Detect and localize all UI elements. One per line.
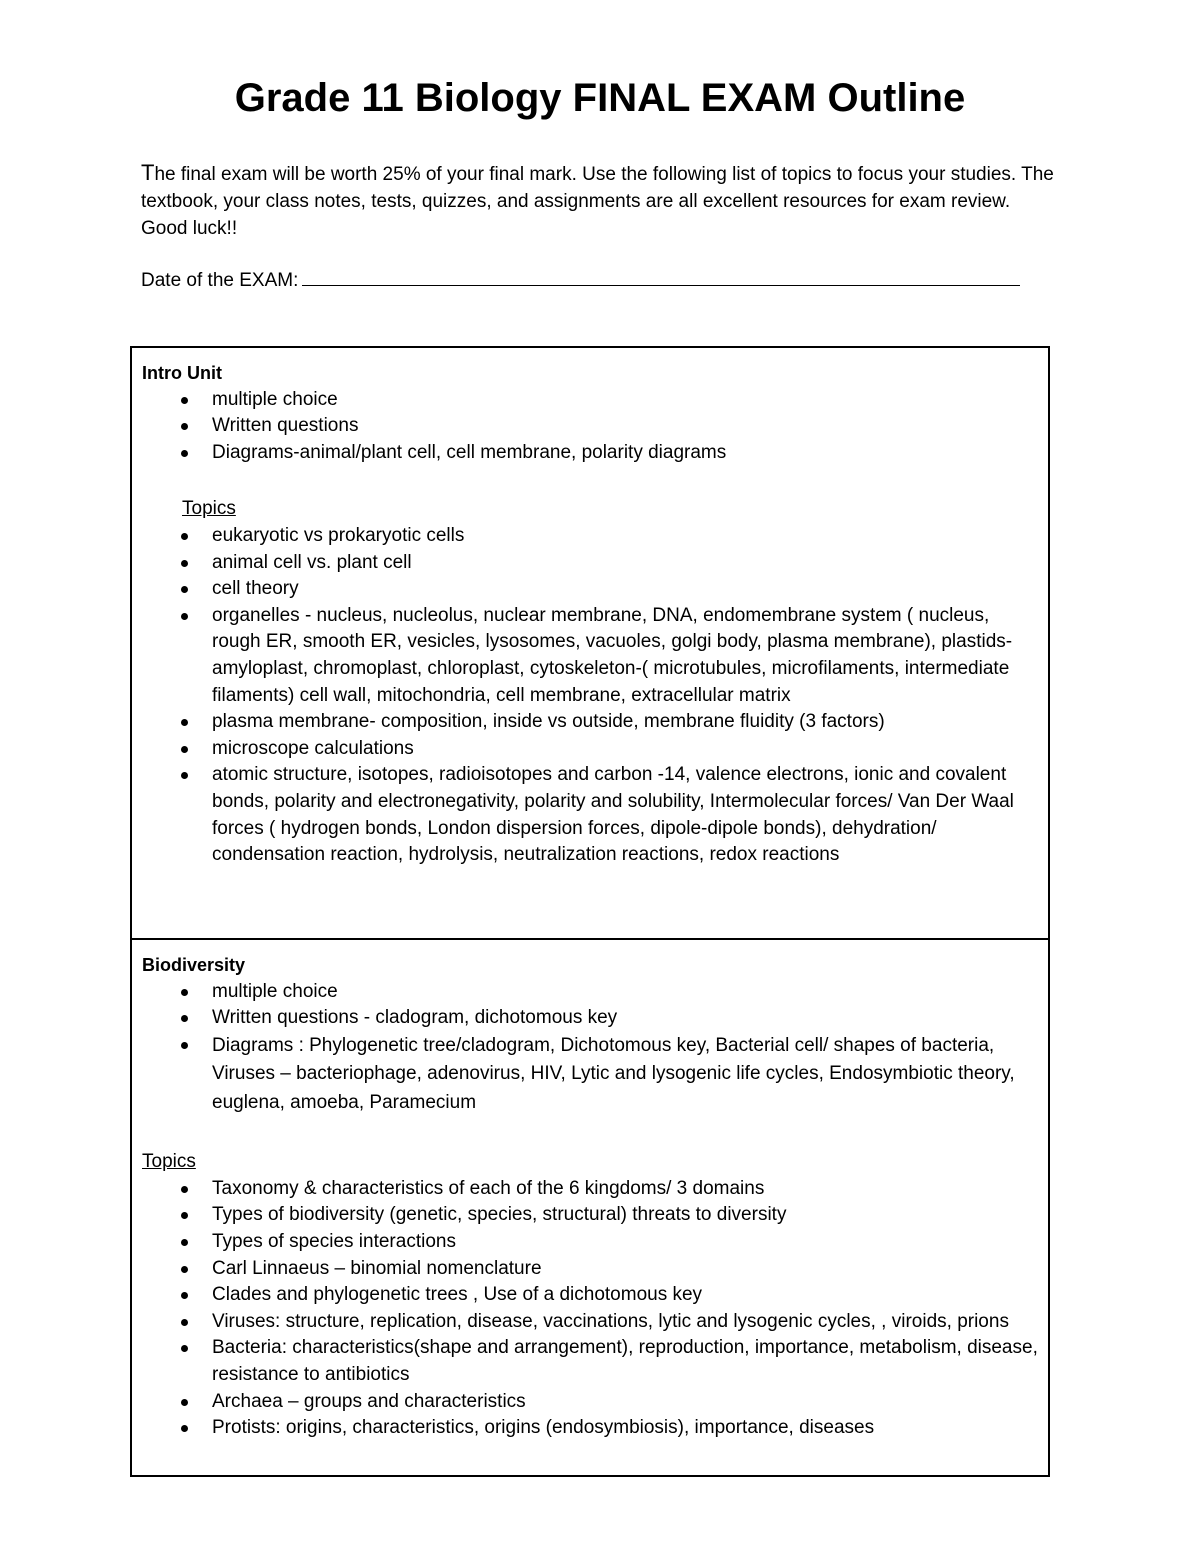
intro-unit-title: Intro Unit	[142, 363, 222, 383]
list-item-text: Archaea – groups and characteristics	[212, 1390, 526, 1412]
list-item-text: Bacteria: characteristics(shape and arrangement), reproduction, importance, metabolism, disease, resistance to antibiotics	[212, 1337, 1038, 1386]
bullet-icon	[181, 719, 188, 726]
list-item	[142, 1032, 1040, 1118]
list-item-text: Viruses: structure, replication, disease, vaccinations, lytic and lysogenic cycles, , viroids, prions	[212, 1310, 1009, 1332]
list-item-text: multiple choice	[212, 388, 338, 410]
list-item-text: cell theory	[212, 578, 299, 600]
list-item	[142, 603, 1040, 709]
bullet-icon	[181, 423, 188, 430]
biodiversity-topics-label: Topics	[142, 1151, 196, 1173]
biodiversity-row	[131, 939, 1049, 1476]
list-item	[142, 1309, 1040, 1336]
list-item	[142, 736, 1040, 763]
bullet-icon	[181, 1425, 188, 1432]
bullet-icon	[181, 560, 188, 567]
list-item	[142, 523, 1040, 550]
list-item-text: Written questions - cladogram, dichotomous key	[212, 1007, 618, 1029]
exam-date-line	[141, 266, 1081, 294]
intro-first-letter: T	[141, 160, 155, 185]
bullet-icon	[181, 1292, 188, 1299]
bullet-icon	[181, 1212, 188, 1219]
intro-topics-heading	[142, 496, 1040, 523]
bullet-icon	[181, 1319, 188, 1326]
list-item-text: Taxonomy & characteristics of each of the 6 kingdoms/ 3 domains	[212, 1177, 765, 1199]
bullet-icon	[181, 450, 188, 457]
bullet-icon	[181, 1186, 188, 1193]
bullet-icon	[181, 1399, 188, 1406]
list-item	[142, 440, 1040, 467]
list-item	[142, 762, 1040, 868]
bullet-icon	[181, 1345, 188, 1352]
list-item	[142, 1202, 1040, 1229]
list-item-text: animal cell vs. plant cell	[212, 551, 412, 573]
list-item	[142, 1415, 1040, 1442]
bullet-icon	[181, 772, 188, 779]
list-item-text: Carl Linnaeus – binomial nomenclature	[212, 1257, 542, 1279]
list-item	[142, 1335, 1040, 1388]
list-item	[142, 1256, 1040, 1283]
list-item	[142, 413, 1040, 440]
intro-topics-list	[142, 523, 1040, 869]
biodiversity-topics-heading	[142, 1149, 1040, 1176]
list-item-text: multiple choice	[212, 980, 338, 1002]
biodiversity-title: Biodiversity	[142, 955, 246, 975]
list-item-text: atomic structure, isotopes, radioisotopes and carbon -14, valence electrons, ionic and covalent bonds, polarity and electronegativity, polarity and solubility, Intermolecular forces/ Van Der Waal forces ( hydrogen bonds, London dispersion forces, dipole-dipole bonds), dehydration/ condensation reaction, hydrolysis, neutralization reactions, redox reactions	[212, 764, 1014, 866]
intro-topics-label: Topics	[182, 498, 236, 520]
bullet-icon	[181, 613, 188, 620]
bullet-icon	[181, 1042, 188, 1049]
list-item-text: Types of biodiversity (genetic, species, structural) threats to diversity	[212, 1204, 787, 1226]
intro-paragraph	[141, 159, 1061, 242]
bullet-icon	[181, 397, 188, 404]
list-item-text: Types of species interactions	[212, 1231, 456, 1253]
intro-text: he final exam will be worth 25% of your final mark. Use the following list of topics to focus your studies. The textbook, your class notes, tests, quizzes, and assignments are all excellent resources for exam review. Good luck!!	[141, 164, 1054, 239]
list-item-text: organelles - nucleus, nucleolus, nuclear membrane, DNA, endomembrane system ( nucleus, rough ER, smooth ER, vesicles, lysosomes, vacuoles, golgi body, plasma membrane), plastids- amyloplast, chromoplast, chloroplast, cytoskeleton-( microtubules, microfilaments, intermediate filaments) cell wall, mitochondria, cell membrane, extracellular matrix	[212, 604, 1013, 706]
intro-unit-row	[131, 347, 1049, 939]
bullet-icon	[181, 586, 188, 593]
list-item	[142, 1005, 1040, 1032]
list-item	[142, 550, 1040, 577]
biodiversity-topics-list	[142, 1176, 1040, 1442]
list-item-text: Diagrams : Phylogenetic tree/cladogram, Dichotomous key, Bacterial cell/ shapes of bacteria, Viruses – bacteriophage, adenovirus, HIV, Lytic and lysogenic life cycles, Endosymbiotic theory, euglena, amoeba, Paramecium	[212, 1034, 1015, 1113]
list-item	[142, 387, 1040, 414]
bullet-icon	[181, 533, 188, 540]
biodiversity-cell	[131, 939, 1049, 1476]
list-item-text: Diagrams-animal/plant cell, cell membrane, polarity diagrams	[212, 441, 727, 463]
list-item	[142, 1389, 1040, 1416]
page-title: Grade 11 Biology FINAL EXAM Outline	[234, 76, 966, 120]
list-item-text: Written questions	[212, 415, 359, 437]
list-item	[142, 709, 1040, 736]
list-item-text: Protists: origins, characteristics, origins (endosymbiosis), importance, diseases	[212, 1417, 875, 1439]
intro-format-list	[142, 387, 1040, 467]
list-item	[142, 1229, 1040, 1256]
list-item	[142, 576, 1040, 603]
list-item-text: eukaryotic vs prokaryotic cells	[212, 524, 465, 546]
bullet-icon	[181, 1015, 188, 1022]
exam-date-label: Date of the EXAM:	[141, 270, 299, 291]
list-item-text: Clades and phylogenetic trees , Use of a dichotomous key	[212, 1284, 703, 1306]
list-item	[142, 1282, 1040, 1309]
bullet-icon	[181, 746, 188, 753]
units-table	[130, 346, 1050, 1477]
bullet-icon	[181, 989, 188, 996]
list-item-text: plasma membrane- composition, inside vs outside, membrane fluidity (3 factors)	[212, 711, 885, 733]
exam-date-blank	[302, 266, 1020, 286]
list-item	[142, 1176, 1040, 1203]
intro-unit-cell	[131, 347, 1049, 939]
list-item-text: microscope calculations	[212, 737, 414, 759]
list-item	[142, 979, 1040, 1006]
biodiversity-format-list	[142, 979, 1040, 1118]
bullet-icon	[181, 1239, 188, 1246]
bullet-icon	[181, 1266, 188, 1273]
